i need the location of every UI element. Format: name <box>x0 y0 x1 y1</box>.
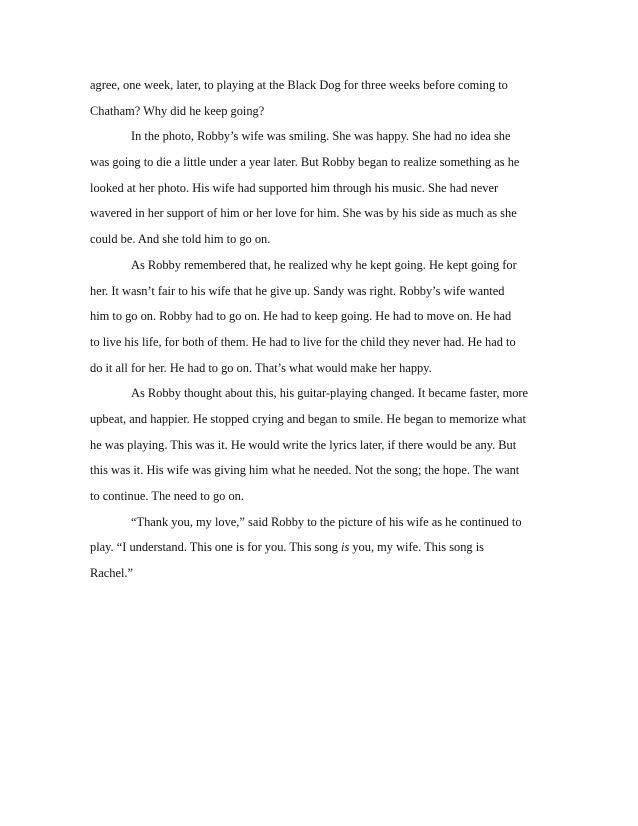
text-line: Chatham? Why did he keep going? <box>90 103 265 118</box>
italic-emphasis: is <box>341 540 350 555</box>
paragraph-first-line: “Thank you, my love,” said Robby to the picture of his wife as he continued to <box>131 514 522 529</box>
text-line: wavered in her support of him or her love for him. She was by his side as much as she <box>90 206 517 221</box>
text-line: this was it. His wife was giving him what he needed. Not the song; the hope. The want <box>90 463 520 478</box>
text-line: to live his life, for both of them. He had to live for the child they never had. He had to <box>90 334 516 349</box>
paragraph-first-line: As Robby remembered that, he realized why he kept going. He kept going for <box>131 257 517 272</box>
text-line: he was playing. This was it. He would write the lyrics later, if there would be any. But <box>90 437 517 452</box>
text-line: could be. And she told him to go on. <box>90 232 271 247</box>
text-line: her. It wasn’t fair to his wife that he give up. Sandy was right. Robby’s wife wanted <box>90 283 505 298</box>
text-line: looked at her photo. His wife had supported him through his music. She had never <box>90 180 499 195</box>
text-line: Rachel.” <box>90 566 133 581</box>
text-line: upbeat, and happier. He stopped crying and began to smile. He began to memorize what <box>90 411 526 426</box>
text-line <box>90 535 560 561</box>
text-line: agree, one week, later, to playing at the Black Dog for three weeks before coming to <box>90 78 508 92</box>
paragraph-first-line: In the photo, Robby’s wife was smiling. She was happy. She had no idea she <box>131 129 511 144</box>
text-line: do it all for her. He had to go on. That’s what would make her happy. <box>90 360 432 375</box>
text-line: him to go on. Robby had to go on. He had to keep going. He had to move on. He had <box>90 309 512 324</box>
text-line: was going to die a little under a year later. But Robby began to realize something as he <box>90 155 520 170</box>
text-span: play. “I understand. This one is for you. This song <box>90 540 341 555</box>
paragraph-first-line: As Robby thought about this, his guitar-playing changed. It became faster, more <box>131 386 529 401</box>
body-text <box>90 73 560 587</box>
text-line: to continue. The need to go on. <box>90 489 244 503</box>
text-span: you, my wife. This song is <box>349 540 484 555</box>
